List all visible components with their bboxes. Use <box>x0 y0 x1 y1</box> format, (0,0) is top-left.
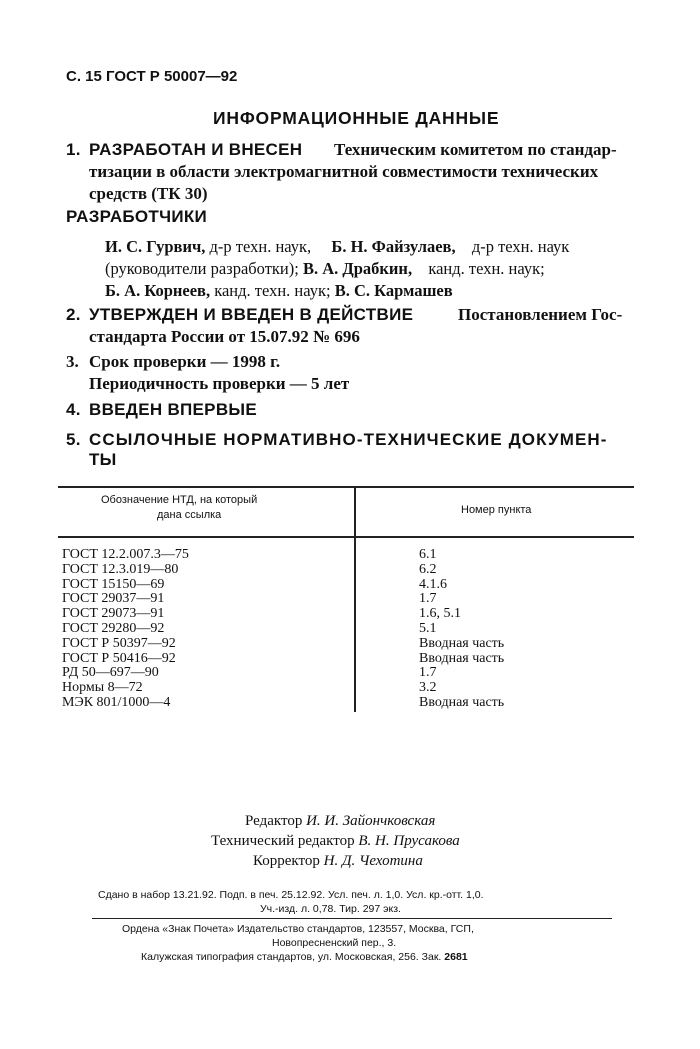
item2-text-line1: Постановлением Гос- <box>458 305 623 324</box>
corrector-line <box>253 853 423 870</box>
table-row-clause: Вводная часть <box>419 650 505 666</box>
table-row-clause: 1.6, 5.1 <box>419 606 461 622</box>
developers-line3 <box>105 281 453 301</box>
developers-role: (руководители разработки); <box>105 259 299 278</box>
editor-name: И. И. Зайончковская <box>306 813 436 829</box>
table-column-divider <box>354 537 356 712</box>
imprint-divider <box>92 918 612 919</box>
tech-editor-name: В. Н. Прусакова <box>358 833 460 849</box>
item1-heading: РАЗРАБОТАН И ВНЕСЕН <box>89 140 303 159</box>
imprint-line1: Сдано в набор 13.21.92. Подп. в печ. 25.12.92. Усл. печ. л. 1,0. Усл. кр.-отт. 1,0. <box>98 889 484 901</box>
table-header-col2: Номер пункта <box>461 504 532 516</box>
imprint-line3: Ордена «Знак Почета» Издательство стандартов, 123557, Москва, ГСП, <box>122 923 474 935</box>
corrector-label: Корректор <box>253 853 320 869</box>
item2-heading: УТВЕРЖДЕН И ВВЕДЕН В ДЕЙСТВИЕ <box>89 305 414 324</box>
imprint-line4: Новопресненский пер., 3. <box>272 937 397 949</box>
order-number: 2681 <box>444 951 468 963</box>
table-row-document: ГОСТ 29073—91 <box>62 606 165 622</box>
developer-name: И. С. Гурвич, <box>105 237 206 256</box>
tech-editor-label: Технический редактор <box>211 833 355 849</box>
table-row-clause: 1.7 <box>419 665 437 681</box>
table-header-col1-line1: Обозначение НТД, на который <box>101 494 258 506</box>
item3-number: 3. <box>66 352 79 371</box>
table-row-clause: 4.1.6 <box>419 576 447 592</box>
developer-degree: д-р техн. наук, <box>209 237 312 256</box>
table-column-divider <box>354 487 356 537</box>
developer-degree: канд. техн. наук; <box>214 281 331 300</box>
item2-text-line2: стандарта России от 15.07.92 № 696 <box>89 327 360 346</box>
table-row-document: ГОСТ Р 50416—92 <box>62 650 176 666</box>
table-row-clause: 3.2 <box>419 680 437 696</box>
table-top-rule <box>58 486 634 488</box>
item5-heading-line1: ССЫЛОЧНЫЕ НОРМАТИВНО-ТЕХНИЧЕСКИЕ ДОКУМЕН- <box>89 430 608 449</box>
tech-editor-line <box>211 833 460 850</box>
item1-text-line2: тизации в области электромагнитной совместимости технических <box>89 162 599 181</box>
developers-line1 <box>105 237 569 257</box>
table-row-clause: Вводная часть <box>419 635 505 651</box>
table-header-rule <box>58 536 634 538</box>
developer-name: Б. А. Корнеев, <box>105 281 211 300</box>
developer-degree: д-р техн. наук <box>471 237 570 256</box>
item1-text-line1: Техническим комитетом по стандар- <box>334 140 617 159</box>
page-header: С. 15 ГОСТ Р 50007—92 <box>66 68 238 85</box>
table-row-document: ГОСТ 12.2.007.3—75 <box>62 547 189 562</box>
table-row-clause: Вводная часть <box>419 695 505 710</box>
developer-name: Б. Н. Файзулаев, <box>331 237 456 256</box>
table-header-col1-line2: дана ссылка <box>157 509 222 521</box>
table-row-clause: 1.7 <box>419 591 437 607</box>
item4-number: 4. <box>66 400 81 419</box>
item1-text-line3: средств (ТК 30) <box>89 184 208 203</box>
table-row-document: ГОСТ 29037—91 <box>62 591 165 607</box>
editor-label: Редактор <box>245 813 303 829</box>
table-row-document: ГОСТ 15150—69 <box>62 576 165 592</box>
item4-heading: ВВЕДЕН ВПЕРВЫЕ <box>89 400 257 419</box>
developers-heading: РАЗРАБОТЧИКИ <box>66 207 208 226</box>
item3-line1: Срок проверки — 1998 г. <box>89 352 281 371</box>
table-row-document: МЭК 801/1000—4 <box>62 695 171 710</box>
developers-line2 <box>105 259 545 279</box>
imprint-line2: Уч.-изд. л. 0,78. Тир. 297 экз. <box>260 903 401 915</box>
imprint-line5 <box>141 951 468 963</box>
table-row-document: Нормы 8—72 <box>62 680 143 696</box>
imprint-printer: Калужская типография стандартов, ул. Московская, 256. Зак. <box>141 951 442 963</box>
item1-number: 1. <box>66 140 81 159</box>
table-row-document: ГОСТ 12.3.019—80 <box>62 561 179 577</box>
table-row-clause: 6.1 <box>419 547 437 562</box>
developer-name: В. С. Кармашев <box>334 281 453 300</box>
table-row-clause: 6.2 <box>419 561 437 577</box>
editor-line <box>245 813 435 830</box>
table-row-document: ГОСТ 29280—92 <box>62 621 165 636</box>
item2-number: 2. <box>66 305 81 324</box>
developer-degree: канд. техн. наук; <box>428 259 545 278</box>
table-row-clause: 5.1 <box>419 621 437 636</box>
item5-heading-line2: ТЫ <box>89 450 117 469</box>
developer-name: В. А. Драбкин, <box>302 259 413 278</box>
corrector-name: Н. Д. Чехотина <box>323 853 423 869</box>
table-row-document: РД 50—697—90 <box>62 665 159 681</box>
item5-number: 5. <box>66 430 81 449</box>
table-row-document: ГОСТ Р 50397—92 <box>62 635 176 651</box>
section-title: ИНФОРМАЦИОННЫЕ ДАННЫЕ <box>213 108 500 128</box>
item3-line2: Периодичность проверки — 5 лет <box>89 374 350 393</box>
